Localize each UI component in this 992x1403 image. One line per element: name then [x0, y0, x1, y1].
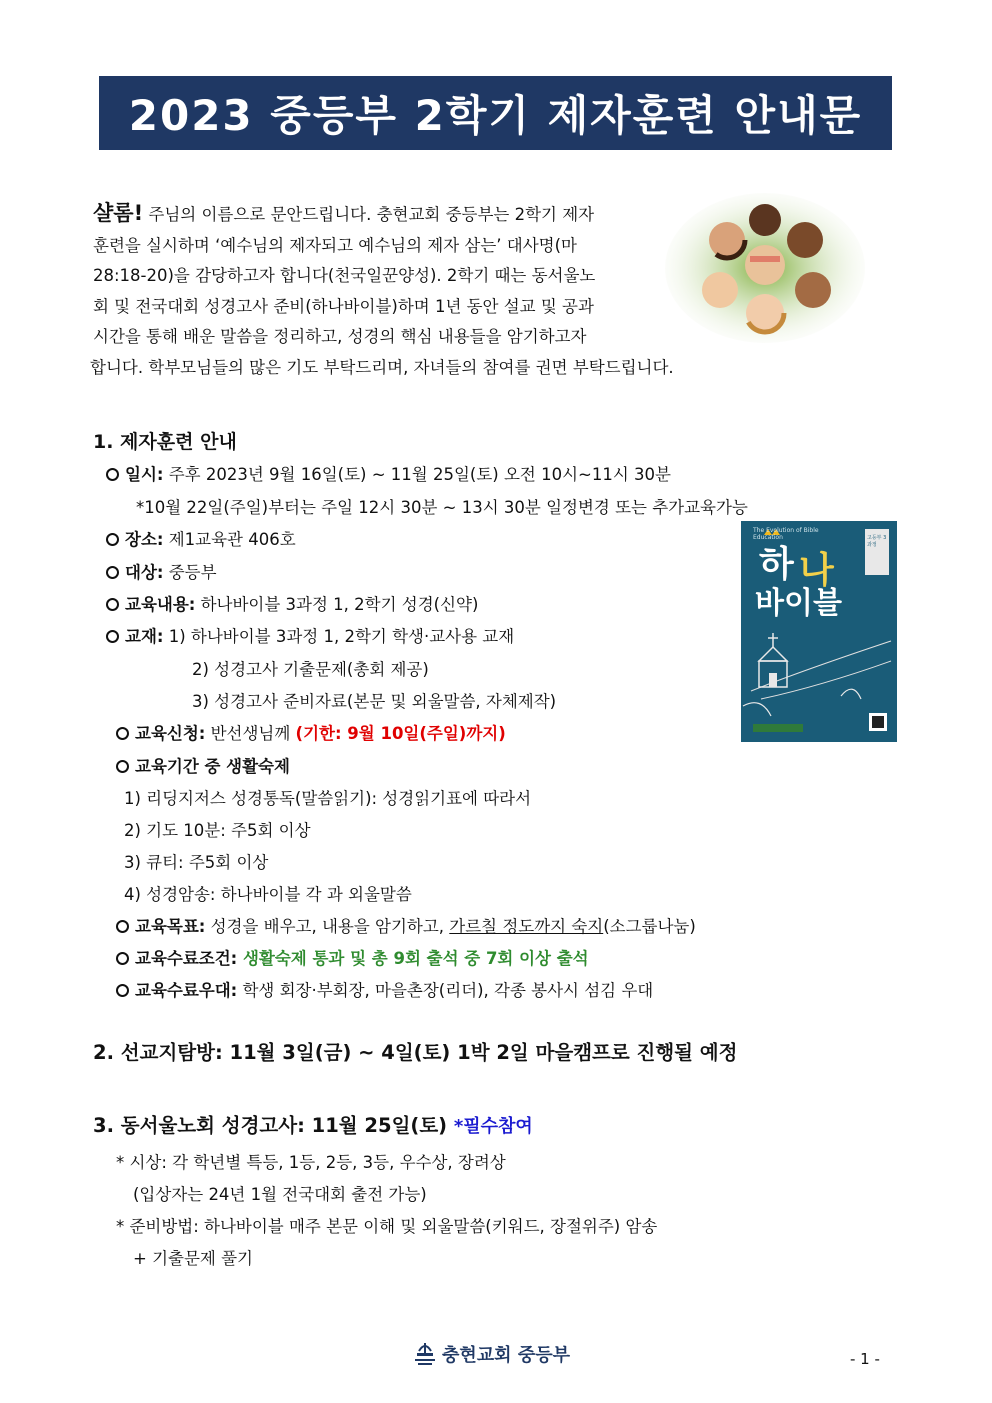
place-row — [106, 526, 296, 550]
schedule-value: 주후 2023년 9월 16일(토) ~ 11월 25일(토) 오전 10시~11시 30분 — [163, 465, 671, 484]
apply-row — [116, 720, 506, 744]
hana-bible-book-cover — [741, 521, 897, 742]
schedule-note: *10월 22일(주일)부터는 주일 12시 30분 ~ 13시 30분 일정변경 또는 추가교육가능 — [136, 498, 748, 517]
required-note: *필수참여 — [453, 1116, 533, 1137]
target-row — [106, 559, 217, 583]
award-note: (입상자는 24년 1월 전국대회 출전 가능) — [133, 1185, 427, 1204]
homework-item: 3) 큐티: 주5회 이상 — [124, 853, 269, 872]
intro-line: 28:18-20)을 감당하고자 합니다(천국일꾼양성). 2학기 때는 동서울노 — [93, 266, 596, 285]
intro-line: 시간을 통해 배운 말씀을 정리하고, 성경의 핵심 내용들을 암기하고자 — [93, 327, 587, 346]
prep-row: * 준비방법: 하나바이블 매주 본문 이해 및 외울말씀(키워드, 장절위주) 암송 — [116, 1217, 658, 1236]
place-value: 제1교육관 406호 — [163, 530, 296, 549]
apply-value: 반선생님께 — [205, 724, 296, 743]
award-row: * 시상: 각 학년별 특등, 1등, 2등, 3등, 우수상, 장려상 — [116, 1153, 506, 1172]
intro-line: 회 및 전국대회 성경고사 준비(하나바이블)하며 1년 동안 설교 및 공과 — [93, 296, 594, 316]
benefit-value: 학생 회장·부회장, 마을촌장(리더), 각종 봉사시 섬김 우대 — [237, 981, 654, 1000]
material-row — [106, 623, 514, 647]
bullet-icon — [116, 984, 129, 997]
benefit-label: 교육수료우대: — [135, 981, 238, 1000]
section-3-title: 3. 동서울노회 성경고사: 11월 25일(토) — [93, 1114, 454, 1137]
material-label: 교재: — [125, 627, 164, 646]
content-label: 교육내용: — [125, 595, 196, 614]
goal-label: 교육목표: — [135, 917, 206, 936]
content-value: 하나바이블 3과정 1, 2학기 성경(신약) — [195, 595, 479, 614]
bullet-icon — [106, 468, 119, 481]
intro-line: 주님의 이름으로 문안드립니다. 충현교회 중등부는 2학기 제자 — [143, 205, 595, 224]
content-row — [106, 591, 478, 615]
greeting: 샬롬! — [93, 201, 144, 225]
intro-line: 합니다. 학부모님들의 많은 기도 부탁드리며, 자녀들의 참여를 권면 부탁드립니다. — [90, 357, 674, 377]
intro-line: 훈련을 실시하며 ‘예수님의 제자되고 예수님의 제자 삼는’ 대사명(마 — [93, 235, 577, 255]
book-badge: 고등부 3과정 — [867, 535, 887, 548]
homework-item: 1) 리딩지저스 성경통독(말씀읽기): 성경읽기표에 따라서 — [124, 789, 532, 808]
goal-value: 성경을 배우고, 내용을 암기하고, — [205, 917, 450, 936]
homework-item: 4) 성경암송: 하나바이블 각 과 외울말씀 — [124, 885, 412, 904]
bullet-icon — [106, 533, 119, 546]
bullet-icon — [116, 952, 129, 965]
bullet-icon — [116, 920, 129, 933]
book-top-label: The Evolution of Bible Education — [753, 527, 819, 541]
apply-deadline: (기한: 9월 10일(주일)까지) — [295, 724, 506, 743]
bullet-icon — [106, 630, 119, 643]
schedule-row — [106, 461, 671, 485]
benefit-row — [116, 977, 653, 1001]
goal-underlined: 가르칠 정도까지 숙지 — [449, 917, 604, 936]
intro-paragraph — [90, 198, 753, 383]
target-value: 중등부 — [163, 563, 217, 582]
section-1-heading: 1. 제자훈련 안내 — [93, 431, 237, 453]
bullet-icon — [106, 566, 119, 579]
target-label: 대상: — [125, 563, 164, 582]
homework-item: 2) 기도 10분: 주5회 이상 — [124, 821, 311, 840]
goal-row — [116, 913, 696, 937]
material-item: 2) 성경고사 기출문제(총회 제공) — [192, 660, 429, 679]
completion-label: 교육수료조건: — [135, 949, 238, 968]
book-title-2: 나 — [799, 550, 834, 591]
completion-value: 생활숙제 통과 및 총 9회 출석 중 7회 이상 출석 — [237, 949, 589, 968]
page-title: 2023 중등부 2학기 제자훈련 안내문 — [128, 91, 863, 140]
material-item: 3) 성경고사 준비자료(본문 및 외울말씀, 자체제작) — [192, 692, 557, 711]
church-name: 충현교회 중등부 — [442, 1345, 570, 1366]
footer — [414, 1341, 570, 1367]
place-label: 장소: — [125, 530, 164, 549]
bullet-icon — [116, 727, 129, 740]
bullet-icon — [116, 760, 129, 773]
prep-row-2: + 기출문제 풀기 — [133, 1249, 253, 1268]
book-title-1: 하 — [759, 544, 794, 585]
church-logo-icon — [414, 1341, 436, 1367]
title-banner — [99, 76, 892, 150]
section-2-heading: 2. 선교지탐방: 11월 3일(금) ~ 4일(토) 1박 2일 마을캠프로 진행될 예정 — [93, 1041, 738, 1064]
completion-row — [116, 945, 589, 969]
schedule-label: 일시: — [125, 465, 164, 484]
bullet-icon — [106, 598, 119, 611]
homework-row — [116, 753, 290, 777]
goal-tail: (소그룹나눔) — [603, 917, 696, 936]
material-item: 1) 하나바이블 3과정 1, 2학기 학생·교사용 교재 — [163, 627, 515, 646]
page-number: - 1 - — [850, 1350, 880, 1368]
homework-label: 교육기간 중 생활숙제 — [135, 757, 290, 776]
book-title-3: 바이블 — [755, 586, 842, 621]
section-3-heading — [93, 1110, 533, 1138]
apply-label: 교육신청: — [135, 724, 206, 743]
